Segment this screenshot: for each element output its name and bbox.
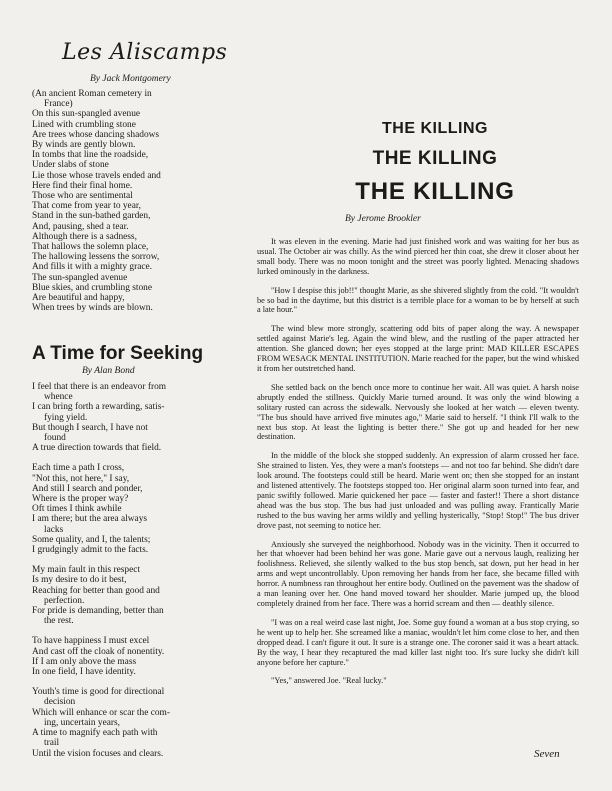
- poem-line: The sun-spangled avenue: [32, 272, 128, 283]
- poem-line: Is my desire to do it best,: [32, 575, 127, 586]
- poem-line: decision: [44, 697, 76, 708]
- poem-line: I can bring forth a rewarding, satis-: [32, 402, 165, 413]
- poem-line: "Not this, not here," I say,: [32, 473, 130, 484]
- poem-line: I grudgingly admit to the facts.: [32, 545, 149, 556]
- poem-line: ing, uncertain years,: [44, 717, 121, 728]
- story-paragraph: The wind blew more strongly, scattering odd bits of paper along the way. A newspaper settled against Marie's leg. Again the wind blew, and the rustling of the paper attracted her attention. She glanced down; her eyes stopped at the large print: MAD KILLER ESCAPES FROM WESACK MENTAL INSTITUTION. Marie reached for the paper, but the wind whisked it from her outstretched hand.: [257, 324, 579, 373]
- poem-line: In tombs that line the roadside,: [32, 150, 149, 161]
- story-paragraph: She settled back on the bench once more to continue her wait. All was quiet. A harsh noise abruptly ended the stillness. Quickly Marie turned around. It was only the wind blowing a solitary rusted can across the sidewalk. Nervously she looked at her watch — eleven twenty. "The bus should have arrived five minutes ago," Marie said to herself. "I think I'll walk to the next bus stop. At least the lighting is better there." She got up and headed for her new destination.: [257, 382, 579, 442]
- story-byline-brookler: By Jerome Brookler: [345, 214, 421, 224]
- story-paragraph: Anxiously she surveyed the neighborhood. Nobody was in the vicinity. Then it occurred to her that whoever had been behind her was gone. Marie gave out a nervous laugh, realizing her foolishness. Relieved, she silently walked to the bus stop bench, sat down, put her head in her arms and wept uncontrollably. Upon removing her hands from her face, she became filled with horror. A numbness ran throughout her entire body. Outlined on the pavement was the shadow of a man leaning over her. One hand moved toward her shoulder. Marie jumped up, the blood completely drained from her face. There was a horrid scream and then — deathly silence.: [257, 539, 579, 608]
- poem-line: But though I search, I have not: [32, 422, 148, 433]
- poem-line: (An ancient Roman cemetery in: [32, 89, 152, 99]
- poem-line: Stand in the sun-bathed garden,: [32, 211, 151, 222]
- poem-line: perfection.: [44, 595, 85, 606]
- poem-line: When trees by winds are blown.: [32, 303, 153, 314]
- poem-line: Those who are sentimental: [32, 191, 133, 202]
- poem-line: Are beautiful and happy,: [32, 293, 125, 304]
- poem-line: The hallowing lessens the sorrow,: [32, 252, 160, 263]
- stanza-break: [32, 626, 244, 636]
- poem-line: By winds are gently blown.: [32, 140, 136, 151]
- poem-line: found: [44, 433, 66, 444]
- poem-title-les-aliscamps: Les Aliscamps: [62, 40, 228, 65]
- poem-line: On this sun-spangled avenue: [32, 109, 141, 120]
- poem-byline-montgomery: By Jack Montgomery: [90, 74, 171, 84]
- poem-line: fying yield.: [44, 412, 88, 423]
- story-paragraph: In the middle of the block she stopped suddenly. An expression of alarm crossed her face. She strained to listen. Yes, they were a man's footsteps — and not too far behind. She didn't dare look around. The footsteps could still be heard. Marie went on; then she stopped for an instant and listened attentively. The footsteps stopped too. Her original alarm soon turned into fear, and panic swiftly followed. Marie quickened her pace — faster and faster!! There a short distance ahead was the bus stop. The bus had just unloaded and was pulling away. Frantically Marie rushed to the bus waving her arms wildly and yelling hysterically, "Stop! Stop!" The bus driver drove past, not seeming to notice her.: [257, 451, 579, 530]
- poem-line: If I am only above the mass: [32, 656, 137, 667]
- stanza-break: [32, 677, 244, 687]
- poem-line: A time to magnify each path with: [32, 728, 158, 739]
- poem-line: And fills it with a mighty grace.: [32, 262, 153, 273]
- poem-line: For pride is demanding, better than: [32, 606, 164, 617]
- poem-line: Until the vision focuses and clears.: [32, 748, 164, 759]
- poem-line: And still I search and ponder,: [32, 483, 143, 494]
- poem-line: A true direction towards that field.: [32, 443, 162, 454]
- poem-line: In one field, I have identity.: [32, 667, 136, 678]
- poem-line: the rest.: [44, 616, 74, 627]
- poem-line: Reaching for better than good and: [32, 585, 160, 596]
- poem-line: Each time a path I cross,: [32, 463, 125, 474]
- poem-line: I feel that there is an endeavor from: [32, 382, 167, 392]
- poem-line: Some quality, and I, the talents;: [32, 534, 151, 545]
- story-title-large: THE KILLING: [355, 178, 515, 205]
- story-body: [257, 237, 579, 695]
- story-paragraph: "I was on a real weird case last night, Joe. Some guy found a woman at a bus stop crying, so he went up to help her. She screamed like a maniac, wouldn't let him come close to her, and then dropped dead. I can't figure it out. It sure is a strange one. The coroner said it was a heart attack. By the way, I hear they recaptured the mad killer last night too. It's sure lucky she didn't kill anyone before her capture.": [257, 617, 579, 667]
- poem-line: Which will enhance or scar the com-: [32, 707, 170, 718]
- poem-line: That hallows the solemn place,: [32, 242, 149, 253]
- story-title-small: THE KILLING: [382, 120, 488, 137]
- story-paragraph: It was eleven in the evening. Marie had just finished work and was waiting for her bus as usual. The October air was chilly. As the wind pierced her thin coat, she drew it closer about her small body. There was no moon tonight and the street was poorly lighted. Menacing shadows lurked ominously in the darkness.: [257, 237, 579, 276]
- poem-line: trail: [44, 738, 60, 749]
- poem-line: And cast off the cloak of nonentity.: [32, 646, 165, 657]
- stanza-break: [32, 453, 244, 463]
- poem-byline-bond: By Alan Bond: [82, 366, 135, 376]
- poem-line: Oft times I think awhile: [32, 504, 122, 515]
- story-title-medium: THE KILLING: [372, 148, 498, 169]
- story-paragraph: "Yes," answered Joe. "Real lucky.": [271, 676, 387, 686]
- poem-line: Under slabs of stone: [32, 160, 109, 171]
- story-paragraph: "How I despise this job!!" thought Marie, as she shivered slightly from the cold. "It wouldn't be so bad in the daytime, but this district is a terrible place for a woman to be by herself at such a late hour.": [257, 285, 579, 315]
- poem-les-aliscamps-body: [32, 89, 244, 313]
- poem-line: Youth's time is good for directional: [32, 687, 165, 698]
- poem-time-for-seeking-body: [32, 382, 244, 759]
- poem-line: Where is the proper way?: [32, 494, 129, 505]
- poem-line: Blue skies, and crumbling stone: [32, 282, 153, 293]
- stanza-break: [32, 555, 244, 565]
- poem-line: lacks: [44, 524, 64, 535]
- poem-line: Are trees whose dancing shadows: [32, 129, 160, 140]
- poem-line: Lined with crumbling stone: [32, 119, 136, 130]
- poem-line: Although there is a sadness,: [32, 231, 137, 242]
- poem-line: I am there; but the area always: [32, 514, 148, 525]
- poem-line: whence: [44, 392, 73, 403]
- poem-line: Here find their final home.: [32, 180, 133, 191]
- poem-line: France): [44, 99, 73, 110]
- poem-line: That come from year to year,: [32, 201, 141, 212]
- poem-line: My main fault in this respect: [32, 565, 141, 576]
- page-number: Seven: [534, 748, 560, 760]
- poem-line: And, pausing, shed a tear.: [32, 221, 129, 232]
- poem-line: Lie those whose travels ended and: [32, 170, 161, 181]
- poem-line: To have happiness I must excel: [32, 636, 150, 647]
- poem-title-time-for-seeking: A Time for Seeking: [32, 343, 204, 364]
